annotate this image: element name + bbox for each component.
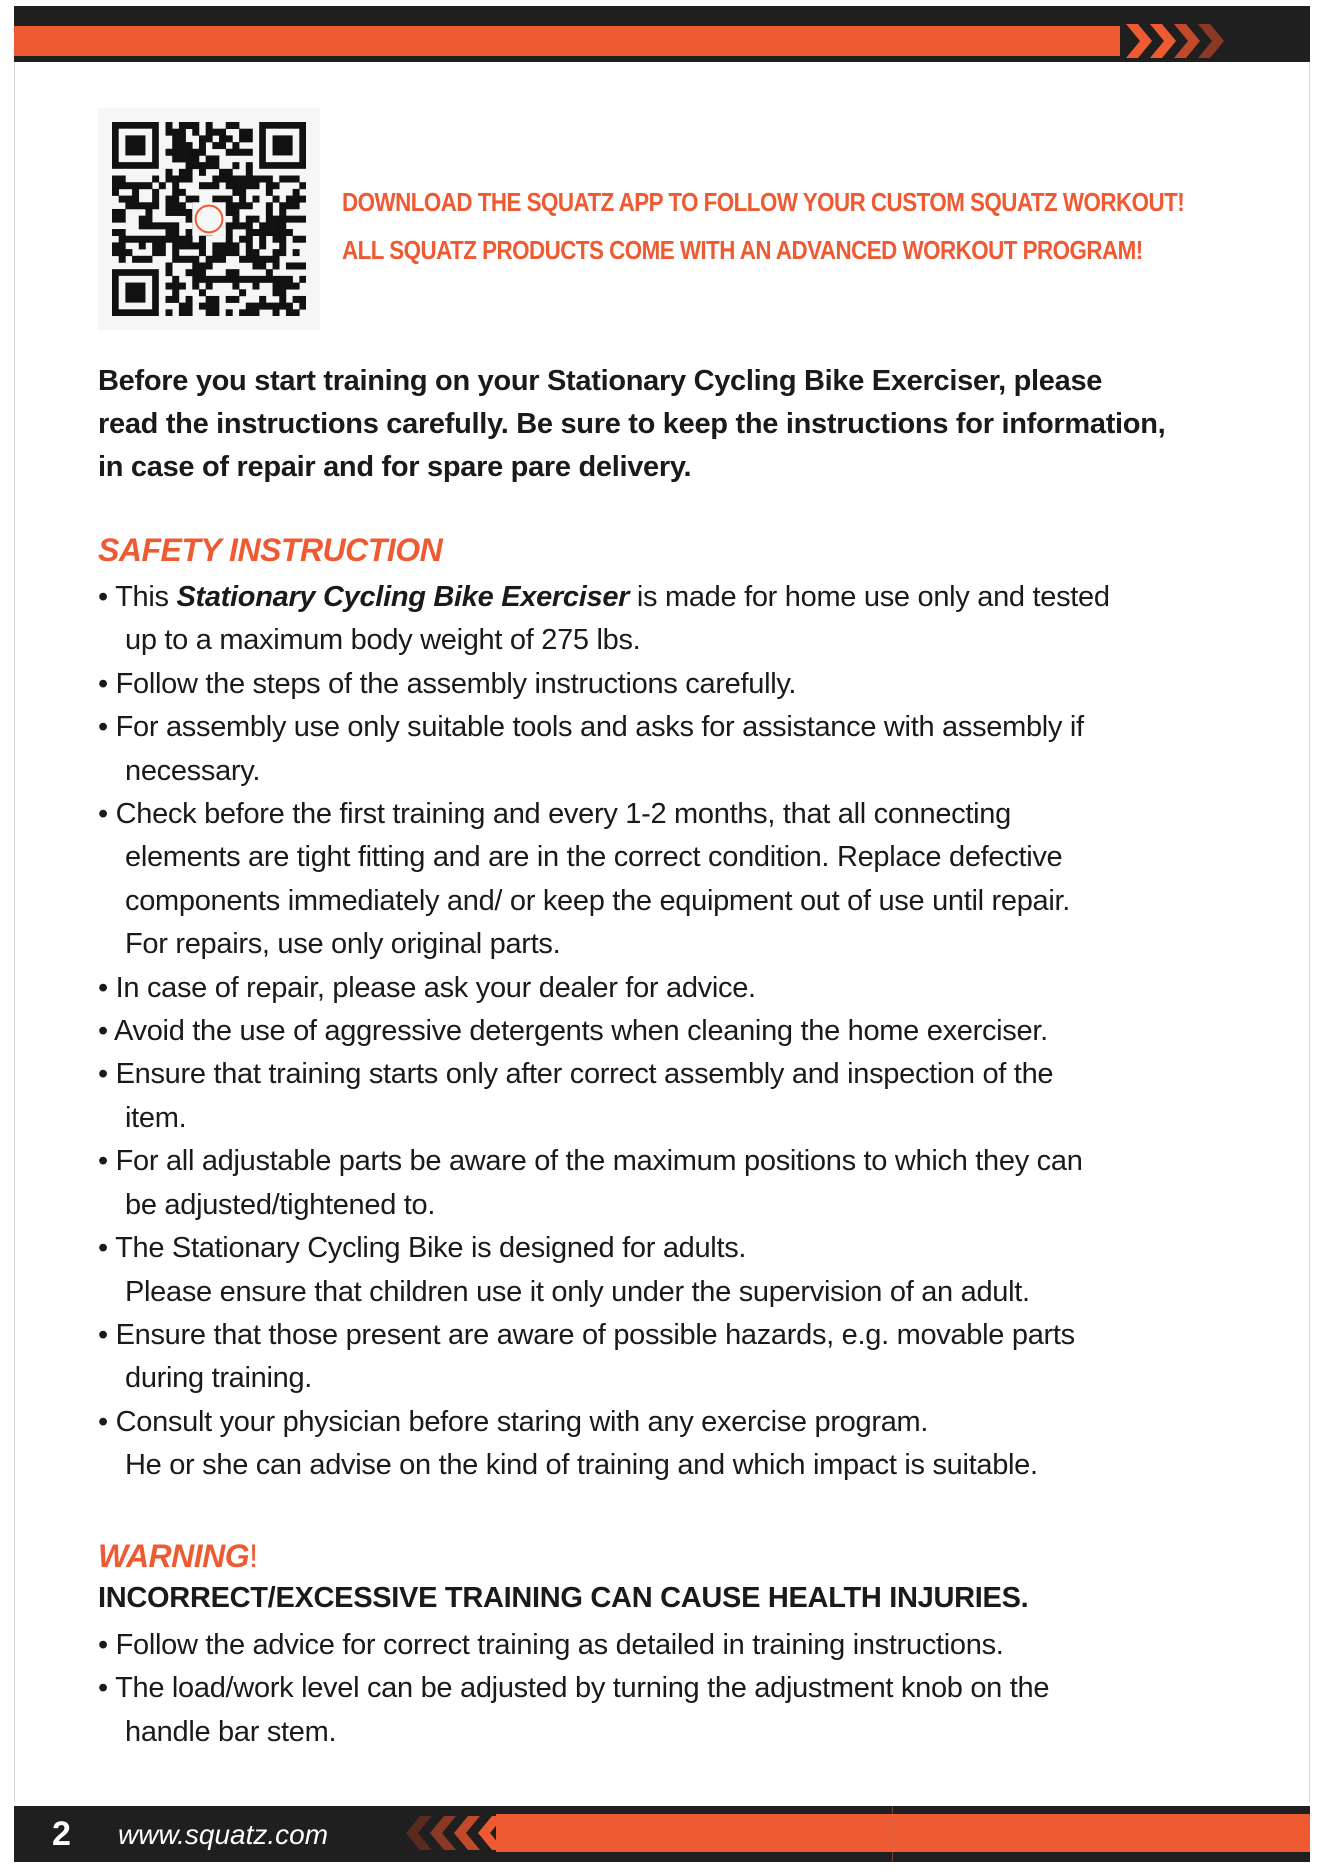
page-edge-right (1309, 62, 1310, 1802)
list-item-continuation: up to a maximum body weight of 275 lbs. (125, 624, 641, 657)
list-item: • For all adjustable parts be aware of the maximum positions to which they can (98, 1145, 1083, 1178)
warning-label: WARNING (98, 1538, 250, 1574)
list-item: • Follow the steps of the assembly instructions carefully. (98, 667, 797, 700)
top-banner-stripe (14, 26, 1120, 56)
chevrons-right-icon (1126, 22, 1246, 60)
list-item: • Follow the advice for correct training as detailed in training instructions. (98, 1629, 1004, 1661)
safety-title: SAFETY INSTRUCTION (98, 532, 443, 568)
footer-bar (14, 1806, 1310, 1862)
chevrons-left-icon (402, 1814, 512, 1852)
promo-line-1: DOWNLOAD THE SQUATZ APP TO FOLLOW YOUR CUSTOM SQUATZ WORKOUT! (342, 187, 1185, 217)
top-banner (14, 6, 1310, 62)
list-item: • For assembly use only suitable tools and asks for assistance with assembly if (98, 711, 1084, 744)
list-item-continuation: be adjusted/tightened to. (125, 1188, 436, 1221)
list-text: • This (98, 581, 177, 613)
list-item-continuation: handle bar stem. (125, 1715, 337, 1748)
footer-stripe (496, 1814, 1310, 1852)
list-item-continuation: elements are tight fitting and are in the correct condition. Replace defective (125, 841, 1063, 874)
list-item: • The load/work level can be adjusted by turning the adjustment knob on the (98, 1672, 1050, 1705)
intro-line: read the instructions carefully. Be sure to keep the instructions for information, (98, 408, 1166, 440)
list-item-continuation: He or she can advise on the kind of training and which impact is suitable. (125, 1449, 1038, 1482)
list-item-continuation: during training. (125, 1362, 313, 1395)
warning-list (98, 1624, 1258, 1754)
footer-divider (892, 1806, 893, 1862)
list-item: • In case of repair, please ask your dealer for advice. (98, 971, 756, 1004)
safety-list (98, 576, 1258, 1488)
list-item: • Avoid the use of aggressive detergents when cleaning the home exerciser. (98, 1015, 1048, 1048)
warning-subtitle: INCORRECT/EXCESSIVE TRAINING CAN CAUSE HEALTH INJURIES. (98, 1582, 1029, 1614)
list-item-continuation: item. (125, 1101, 187, 1134)
app-promo (342, 178, 1185, 274)
website-link[interactable]: www.squatz.com (118, 1819, 329, 1850)
warning-exclamation: ! (249, 1538, 258, 1574)
qr-code[interactable] (98, 108, 320, 330)
list-item: • Check before the first training and every 1-2 months, that all connecting (98, 798, 1011, 831)
warning-title (98, 1538, 258, 1575)
list-item: • Ensure that those present are aware of possible hazards, e.g. movable parts (98, 1318, 1075, 1351)
list-item: • Ensure that training starts only after correct assembly and inspection of the (98, 1058, 1054, 1091)
list-item: • The Stationary Cycling Bike is designed for adults. (98, 1232, 747, 1265)
list-item-continuation: Please ensure that children use it only under the supervision of an adult. (125, 1275, 1030, 1308)
list-item-continuation: For repairs, use only original parts. (125, 928, 561, 961)
list-text: is made for home use only and tested (629, 581, 1110, 613)
promo-line-2: ALL SQUATZ PRODUCTS COME WITH AN ADVANCED WORKOUT PROGRAM! (342, 235, 1143, 265)
intro-line: in case of repair and for spare pare delivery. (98, 451, 692, 483)
intro-paragraph (98, 360, 1238, 489)
qr-code-icon (112, 122, 306, 316)
list-item-continuation: necessary. (125, 754, 261, 787)
list-item-continuation: components immediately and/ or keep the equipment out of use until repair. (125, 884, 1071, 917)
product-name: Stationary Cycling Bike Exerciser (176, 581, 630, 613)
list-item (98, 576, 1258, 619)
page-edge-left (14, 62, 15, 1802)
list-item: • Consult your physician before staring with any exercise program. (98, 1405, 929, 1438)
page-number: 2 (52, 1815, 71, 1853)
intro-line: Before you start training on your Stationary Cycling Bike Exerciser, please (98, 365, 1103, 397)
